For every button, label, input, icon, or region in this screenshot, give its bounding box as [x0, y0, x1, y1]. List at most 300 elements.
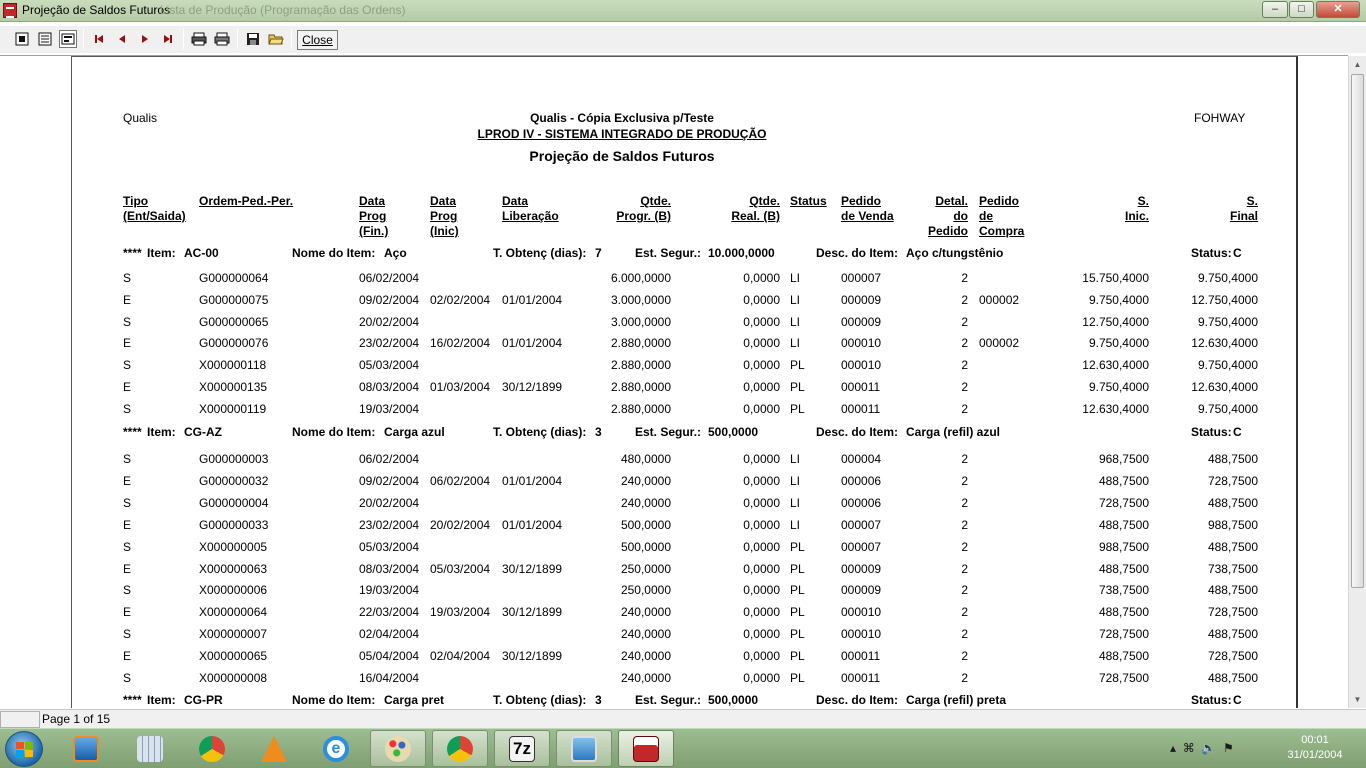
- table-cell-pedido-venda: 000010: [841, 336, 882, 350]
- table-cell-qtde-real: 0,0000: [743, 336, 780, 350]
- table-cell-tipo: S: [123, 583, 132, 597]
- table-cell-qtde-progr: 2.880,0000: [610, 380, 671, 394]
- column-header-pedido-compra: Pedido: [979, 194, 1020, 208]
- table-cell-ordem: X000000006: [199, 583, 268, 597]
- lead-time: 7: [595, 246, 602, 260]
- column-header-data-prog-inic: Prog: [430, 209, 458, 223]
- table-cell-tipo: S: [123, 671, 132, 685]
- app-icon: [3, 3, 17, 18]
- qualis-app-icon[interactable]: [618, 730, 674, 767]
- table-cell-s-final: 488,7500: [1207, 583, 1258, 597]
- table-cell-data-prog-fin: 19/03/2004: [359, 402, 420, 416]
- table-cell-qtde-progr: 2.880,0000: [610, 336, 671, 350]
- table-cell-tipo: S: [123, 315, 132, 329]
- table-cell-s-final: 12.630,4000: [1191, 336, 1258, 350]
- table-cell-data-lib: 30/12/1899: [502, 649, 563, 663]
- table-cell-qtde-real: 0,0000: [743, 518, 780, 532]
- table-cell-s-final: 488,7500: [1207, 452, 1258, 466]
- 7zip-icon[interactable]: 7z: [494, 730, 550, 767]
- table-cell-data-lib: 30/12/1899: [502, 605, 563, 619]
- table-cell-s-final: 488,7500: [1207, 671, 1258, 685]
- table-cell-ordem: G000000065: [199, 315, 269, 329]
- company-name: Qualis: [123, 111, 158, 125]
- table-cell-tipo: S: [123, 402, 132, 416]
- table-cell-data-prog-fin: 16/04/2004: [359, 671, 420, 685]
- table-cell-detal-pedido: 2: [961, 380, 968, 394]
- table-cell-data-prog-fin: 06/02/2004: [359, 452, 420, 466]
- column-header-s-inic: Inic.: [1124, 209, 1149, 223]
- table-cell-data-prog-fin: 05/04/2004: [359, 649, 420, 663]
- table-cell-tipo: E: [123, 336, 132, 350]
- table-cell-s-final: 728,7500: [1207, 474, 1258, 488]
- table-cell-detal-pedido: 2: [961, 271, 968, 285]
- table-cell-s-inic: 968,7500: [1098, 452, 1149, 466]
- table-cell-ordem: X000000119: [199, 402, 267, 416]
- table-cell-s-final: 9.750,4000: [1197, 358, 1258, 372]
- table-cell-status: PL: [790, 671, 805, 685]
- start-button[interactable]: [5, 731, 43, 767]
- table-cell-qtde-real: 0,0000: [743, 474, 780, 488]
- item-name: Carga azul: [384, 425, 445, 439]
- table-cell-status: PL: [790, 649, 805, 663]
- table-cell-qtde-progr: 500,0000: [620, 540, 671, 554]
- table-cell-s-inic: 12.630,4000: [1082, 402, 1149, 416]
- item-label: Item:: [147, 246, 176, 260]
- table-cell-ordem: X000000064: [199, 605, 268, 619]
- item-code: CG-AZ: [184, 425, 222, 439]
- media-player-icon[interactable]: [58, 730, 114, 767]
- column-header-tipo: (Ent/Saida): [123, 209, 186, 223]
- scroll-up-icon[interactable]: ▲: [1353, 60, 1362, 69]
- table-cell-s-final: 9.750,4000: [1197, 402, 1258, 416]
- table-cell-s-inic: 9.750,4000: [1088, 380, 1149, 394]
- table-cell-s-inic: 488,7500: [1098, 605, 1149, 619]
- column-header-pedido-venda: de Venda: [841, 209, 894, 223]
- last-page-icon[interactable]: [159, 30, 177, 48]
- minimize-button[interactable]: –: [1262, 1, 1288, 18]
- table-cell-status: PL: [790, 402, 805, 416]
- table-cell-s-final: 12.750,4000: [1191, 293, 1258, 307]
- table-cell-s-inic: 728,7500: [1098, 496, 1149, 510]
- column-header-detal-pedido: do: [953, 209, 968, 223]
- item-description: Aço c/tungstênio: [906, 246, 1004, 260]
- table-cell-pedido-venda: 000007: [841, 271, 882, 285]
- lead-time-label: T. Obtenç (dias):: [493, 246, 587, 260]
- table-cell-detal-pedido: 2: [961, 452, 968, 466]
- item-code: CG-PR: [184, 693, 223, 707]
- table-cell-ordem: X000000065: [199, 649, 268, 663]
- item-name: Carga pret: [384, 693, 445, 707]
- title-bar: [0, 0, 1366, 22]
- column-header-pedido-compra: Compra: [979, 224, 1025, 238]
- safety-stock: 10.000,0000: [708, 246, 775, 260]
- table-cell-data-prog-inic: 02/04/2004: [430, 649, 491, 663]
- table-cell-s-final: 9.750,4000: [1197, 315, 1258, 329]
- group-stars: ****: [123, 693, 142, 707]
- group-stars: ****: [123, 425, 142, 439]
- column-header-data-prog-fin: (Fin.): [359, 224, 389, 238]
- table-cell-detal-pedido: 2: [961, 605, 968, 619]
- table-cell-s-final: 488,7500: [1207, 540, 1258, 554]
- table-cell-data-prog-inic: 01/03/2004: [430, 380, 491, 394]
- maximize-button[interactable]: □: [1289, 1, 1314, 18]
- table-cell-s-inic: 12.750,4000: [1082, 315, 1149, 329]
- first-page-icon[interactable]: [90, 30, 108, 48]
- table-cell-pedido-venda: 000007: [841, 518, 882, 532]
- table-cell-qtde-progr: 3.000,0000: [610, 293, 671, 307]
- column-header-tipo: Tipo: [123, 194, 149, 208]
- table-cell-qtde-real: 0,0000: [743, 402, 780, 416]
- item-status: C: [1233, 425, 1242, 439]
- table-cell-s-final: 488,7500: [1207, 627, 1258, 641]
- table-cell-status: PL: [790, 627, 805, 641]
- table-cell-ordem: X000000007: [199, 627, 268, 641]
- table-cell-status: PL: [790, 605, 805, 619]
- table-cell-tipo: S: [123, 358, 132, 372]
- table-cell-s-inic: 9.750,4000: [1088, 336, 1149, 350]
- item-description-label: Desc. do Item:: [816, 425, 899, 439]
- table-cell-tipo: E: [123, 474, 132, 488]
- table-cell-detal-pedido: 2: [961, 583, 968, 597]
- item-name: Aço: [384, 246, 407, 260]
- scroll-down-icon[interactable]: ▼: [1353, 695, 1362, 704]
- item-name-label: Nome do Item:: [292, 425, 376, 439]
- vlc-icon[interactable]: [246, 730, 302, 767]
- safety-stock: 500,0000: [708, 425, 759, 439]
- safety-stock: 500,0000: [708, 693, 759, 707]
- table-cell-data-prog-fin: 05/03/2004: [359, 540, 420, 554]
- table-cell-ordem: G000000075: [199, 293, 269, 307]
- chrome-icon[interactable]: [184, 730, 240, 767]
- table-cell-status: LI: [790, 474, 801, 488]
- table-cell-pedido-venda: 000006: [841, 474, 882, 488]
- lead-time: 3: [595, 425, 602, 439]
- print-icon[interactable]: [213, 30, 231, 48]
- table-cell-qtde-real: 0,0000: [743, 380, 780, 394]
- column-header-qtde-real: Real. (B): [731, 209, 780, 223]
- table-cell-pedido-venda: 000006: [841, 496, 882, 510]
- table-cell-status: LI: [790, 315, 801, 329]
- table-cell-tipo: E: [123, 518, 132, 532]
- report-toolbar: [0, 26, 1366, 53]
- column-header-data-lib: Liberação: [502, 209, 559, 223]
- taskbar: [0, 728, 1366, 768]
- system-clock[interactable]: [1270, 733, 1360, 763]
- table-cell-s-inic: 728,7500: [1098, 671, 1149, 685]
- printer-setup-icon[interactable]: [190, 30, 208, 48]
- table-cell-s-inic: 988,7500: [1098, 540, 1149, 554]
- table-cell-ordem: G000000032: [199, 474, 269, 488]
- table-cell-data-prog-fin: 19/03/2004: [359, 583, 420, 597]
- column-header-data-prog-inic: (Inic): [430, 224, 459, 238]
- table-cell-qtde-progr: 240,0000: [620, 605, 671, 619]
- table-cell-tipo: S: [123, 271, 132, 285]
- table-cell-s-inic: 488,7500: [1098, 474, 1149, 488]
- table-cell-ordem: G000000033: [199, 518, 269, 532]
- user-code: FOHWAY: [1194, 111, 1246, 125]
- item-description-label: Desc. do Item:: [816, 693, 899, 707]
- table-cell-status: PL: [790, 583, 805, 597]
- clock-time: 00:01: [1301, 734, 1329, 746]
- next-page-icon[interactable]: [136, 30, 154, 48]
- table-cell-qtde-progr: 500,0000: [620, 518, 671, 532]
- table-cell-qtde-real: 0,0000: [743, 627, 780, 641]
- table-cell-qtde-real: 0,0000: [743, 271, 780, 285]
- table-cell-detal-pedido: 2: [961, 358, 968, 372]
- table-cell-ordem: X000000008: [199, 671, 268, 685]
- table-cell-data-prog-fin: 20/02/2004: [359, 496, 420, 510]
- table-cell-qtde-real: 0,0000: [743, 605, 780, 619]
- table-cell-s-final: 738,7500: [1207, 562, 1258, 576]
- table-cell-status: LI: [790, 293, 801, 307]
- table-cell-detal-pedido: 2: [961, 474, 968, 488]
- table-cell-s-final: 988,7500: [1207, 518, 1258, 532]
- item-status-label: Status:: [1191, 425, 1232, 439]
- table-cell-data-prog-fin: 09/02/2004: [359, 474, 420, 488]
- column-header-data-prog-fin: Prog: [359, 209, 387, 223]
- table-cell-pedido-compra: 000002: [979, 336, 1020, 350]
- table-cell-detal-pedido: 2: [961, 518, 968, 532]
- table-cell-data-prog-inic: 16/02/2004: [430, 336, 491, 350]
- column-header-data-prog-inic: Data: [430, 194, 457, 208]
- scroll-thumb[interactable]: [1351, 74, 1364, 588]
- table-cell-tipo: S: [123, 627, 132, 641]
- table-cell-data-prog-inic: 19/03/2004: [430, 605, 491, 619]
- zoom-100-icon[interactable]: [59, 30, 77, 48]
- group-stars: ****: [123, 246, 142, 260]
- table-cell-data-prog-fin: 23/02/2004: [359, 336, 420, 350]
- column-header-pedido-venda: Pedido: [841, 194, 882, 208]
- windows-logo-icon: [16, 742, 33, 757]
- report-title: Projeção de Saldos Futuros: [529, 148, 715, 164]
- table-cell-s-final: 728,7500: [1207, 649, 1258, 663]
- table-cell-pedido-venda: 000009: [841, 315, 882, 329]
- item-description: Carga (refil) preta: [906, 693, 1007, 707]
- table-cell-data-lib: 30/12/1899: [502, 380, 563, 394]
- table-cell-s-final: 12.630,4000: [1191, 380, 1258, 394]
- previous-page-icon[interactable]: [113, 30, 131, 48]
- table-cell-status: PL: [790, 540, 805, 554]
- table-cell-data-prog-fin: 23/02/2004: [359, 518, 420, 532]
- table-cell-data-prog-inic: 02/02/2004: [430, 293, 491, 307]
- table-cell-detal-pedido: 2: [961, 627, 968, 641]
- table-cell-qtde-progr: 240,0000: [620, 649, 671, 663]
- save-icon[interactable]: [244, 30, 262, 48]
- table-cell-pedido-venda: 000010: [841, 358, 882, 372]
- table-cell-ordem: X000000005: [199, 540, 268, 554]
- safety-stock-label: Est. Segur.:: [635, 425, 702, 439]
- lead-time-label: T. Obtenç (dias):: [493, 693, 587, 707]
- table-cell-ordem: G000000076: [199, 336, 269, 350]
- table-cell-tipo: S: [123, 452, 132, 466]
- open-folder-icon[interactable]: [267, 30, 285, 48]
- table-cell-qtde-real: 0,0000: [743, 358, 780, 372]
- table-cell-qtde-progr: 6.000,0000: [610, 271, 671, 285]
- table-cell-ordem: X000000135: [199, 380, 268, 394]
- item-code: AC-00: [184, 246, 219, 260]
- table-cell-qtde-progr: 250,0000: [620, 583, 671, 597]
- column-header-detal-pedido: Detal.: [935, 194, 968, 208]
- safety-stock-label: Est. Segur.:: [635, 246, 702, 260]
- report-page: [71, 56, 1298, 708]
- system-name: LPROD IV - SISTEMA INTEGRADO DE PRODUÇÃO: [477, 127, 767, 141]
- table-cell-pedido-venda: 000011: [841, 649, 881, 663]
- table-cell-s-inic: 488,7500: [1098, 649, 1149, 663]
- column-header-ordem: Ordem-Ped.-Per.: [199, 194, 294, 208]
- table-cell-status: LI: [790, 336, 801, 350]
- table-cell-data-prog-inic: 05/03/2004: [430, 562, 491, 576]
- table-cell-status: PL: [790, 380, 805, 394]
- table-cell-qtde-progr: 2.880,0000: [610, 358, 671, 372]
- table-cell-tipo: E: [123, 605, 132, 619]
- table-cell-ordem: G000000004: [199, 496, 269, 510]
- table-cell-pedido-venda: 000009: [841, 583, 882, 597]
- chrome-icon-2[interactable]: [432, 730, 488, 767]
- table-cell-ordem: X000000063: [199, 562, 268, 576]
- lead-time-label: T. Obtenç (dias):: [493, 425, 587, 439]
- table-cell-pedido-compra: 000002: [979, 293, 1020, 307]
- table-cell-detal-pedido: 2: [961, 496, 968, 510]
- table-cell-status: LI: [790, 271, 801, 285]
- table-cell-qtde-real: 0,0000: [743, 649, 780, 663]
- table-cell-pedido-venda: 000011: [841, 402, 881, 416]
- table-cell-tipo: E: [123, 380, 132, 394]
- item-status-label: Status:: [1191, 693, 1232, 707]
- table-cell-detal-pedido: 2: [961, 649, 968, 663]
- table-cell-qtde-real: 0,0000: [743, 452, 780, 466]
- table-cell-qtde-progr: 3.000,0000: [610, 315, 671, 329]
- table-cell-tipo: S: [123, 540, 132, 554]
- table-cell-pedido-venda: 000009: [841, 562, 882, 576]
- item-name-label: Nome do Item:: [292, 246, 376, 260]
- table-cell-qtde-progr: 2.880,0000: [610, 402, 671, 416]
- table-cell-tipo: E: [123, 562, 132, 576]
- lead-time: 3: [595, 693, 602, 707]
- window-title: Projeção de Saldos Futuros: [22, 3, 171, 17]
- table-cell-data-lib: 01/01/2004: [502, 336, 563, 350]
- table-cell-ordem: X000000118: [199, 358, 267, 372]
- table-cell-qtde-progr: 250,0000: [620, 562, 671, 576]
- column-header-data-prog-fin: Data: [359, 194, 386, 208]
- table-cell-detal-pedido: 2: [961, 402, 968, 416]
- table-cell-qtde-progr: 240,0000: [620, 627, 671, 641]
- item-description-label: Desc. do Item:: [816, 246, 899, 260]
- column-header-data-lib: Data: [502, 194, 529, 208]
- close-window-button[interactable]: ✕: [1316, 1, 1360, 18]
- internet-explorer-icon[interactable]: e: [308, 730, 364, 767]
- table-cell-s-inic: 9.750,4000: [1088, 293, 1149, 307]
- table-cell-ordem: G000000064: [199, 271, 269, 285]
- table-cell-detal-pedido: 2: [961, 315, 968, 329]
- status-cell: [0, 711, 40, 728]
- table-cell-status: LI: [790, 496, 801, 510]
- table-cell-pedido-venda: 000011: [841, 671, 881, 685]
- remote-desktop-icon[interactable]: [556, 730, 612, 767]
- table-cell-pedido-venda: 000009: [841, 293, 882, 307]
- table-cell-s-inic: 488,7500: [1098, 518, 1149, 532]
- table-cell-tipo: S: [123, 496, 132, 510]
- table-cell-qtde-real: 0,0000: [743, 293, 780, 307]
- status-bar: [0, 709, 1366, 728]
- item-status-label: Status:: [1191, 246, 1232, 260]
- column-header-detal-pedido: Pedido: [927, 224, 968, 238]
- table-cell-data-prog-fin: 06/02/2004: [359, 271, 420, 285]
- item-label: Item:: [147, 425, 176, 439]
- table-cell-data-prog-fin: 22/03/2004: [359, 605, 420, 619]
- whole-page-icon[interactable]: [13, 30, 31, 48]
- column-header-qtde-progr: Progr. (B): [616, 209, 671, 223]
- table-cell-qtde-real: 0,0000: [743, 496, 780, 510]
- table-cell-qtde-real: 0,0000: [743, 562, 780, 576]
- column-header-s-inic: S.: [1137, 194, 1149, 208]
- column-header-qtde-real: Qtde.: [749, 194, 780, 208]
- table-cell-qtde-progr: 480,0000: [620, 452, 671, 466]
- table-cell-data-prog-fin: 09/02/2004: [359, 293, 420, 307]
- table-cell-data-prog-fin: 08/03/2004: [359, 380, 420, 394]
- table-cell-s-inic: 738,7500: [1098, 583, 1149, 597]
- paint-icon[interactable]: [370, 730, 426, 767]
- table-cell-status: LI: [790, 452, 801, 466]
- column-header-s-final: Final: [1229, 209, 1258, 223]
- table-cell-status: PL: [790, 358, 805, 372]
- table-cell-status: PL: [790, 562, 805, 576]
- column-header-pedido-compra: de: [979, 209, 994, 223]
- item-label: Item:: [147, 693, 176, 707]
- table-cell-s-inic: 12.630,4000: [1082, 358, 1149, 372]
- vertical-scrollbar[interactable]: [1348, 56, 1366, 708]
- table-cell-qtde-progr: 240,0000: [620, 496, 671, 510]
- column-header-qtde-progr: Qtde.: [640, 194, 671, 208]
- table-cell-ordem: G000000003: [199, 452, 269, 466]
- safety-stock-label: Est. Segur.:: [635, 693, 702, 707]
- calculator-icon[interactable]: [122, 730, 178, 767]
- table-cell-qtde-real: 0,0000: [743, 671, 780, 685]
- column-header-status: Status: [790, 194, 827, 208]
- table-cell-s-final: 728,7500: [1207, 605, 1258, 619]
- report-license-line: Qualis - Cópia Exclusiva p/Teste: [530, 111, 714, 125]
- table-cell-status: LI: [790, 518, 801, 532]
- item-status: C: [1233, 693, 1242, 707]
- table-cell-detal-pedido: 2: [961, 293, 968, 307]
- close-button[interactable]: Close: [297, 30, 338, 50]
- table-cell-pedido-venda: 000004: [841, 452, 882, 466]
- column-header-s-final: S.: [1246, 194, 1258, 208]
- table-cell-tipo: E: [123, 293, 132, 307]
- background-window-title: Lista de Produção (Programação das Ordens): [160, 3, 406, 17]
- table-cell-s-inic: 15.750,4000: [1082, 271, 1149, 285]
- table-cell-data-lib: 01/01/2004: [502, 518, 563, 532]
- table-cell-detal-pedido: 2: [961, 562, 968, 576]
- table-cell-qtde-progr: 240,0000: [620, 671, 671, 685]
- table-cell-detal-pedido: 2: [961, 540, 968, 554]
- table-cell-qtde-real: 0,0000: [743, 540, 780, 554]
- table-cell-data-prog-fin: 05/03/2004: [359, 358, 420, 372]
- table-cell-tipo: E: [123, 649, 132, 663]
- table-cell-qtde-real: 0,0000: [743, 583, 780, 597]
- item-status: C: [1233, 246, 1242, 260]
- table-cell-qtde-real: 0,0000: [743, 315, 780, 329]
- table-cell-data-lib: 01/01/2004: [502, 293, 563, 307]
- table-cell-data-prog-fin: 08/03/2004: [359, 562, 420, 576]
- clock-date: 31/01/2004: [1287, 749, 1343, 761]
- table-cell-data-prog-inic: 20/02/2004: [430, 518, 491, 532]
- page-indicator: Page 1 of 15: [42, 712, 111, 726]
- table-cell-data-lib: 01/01/2004: [502, 474, 563, 488]
- system-tray-icons[interactable]: ▴ ⌘ 🔈 ⚑: [1170, 741, 1234, 755]
- table-cell-pedido-venda: 000010: [841, 605, 882, 619]
- page-width-icon[interactable]: [36, 30, 54, 48]
- table-cell-data-prog-fin: 02/04/2004: [359, 627, 420, 641]
